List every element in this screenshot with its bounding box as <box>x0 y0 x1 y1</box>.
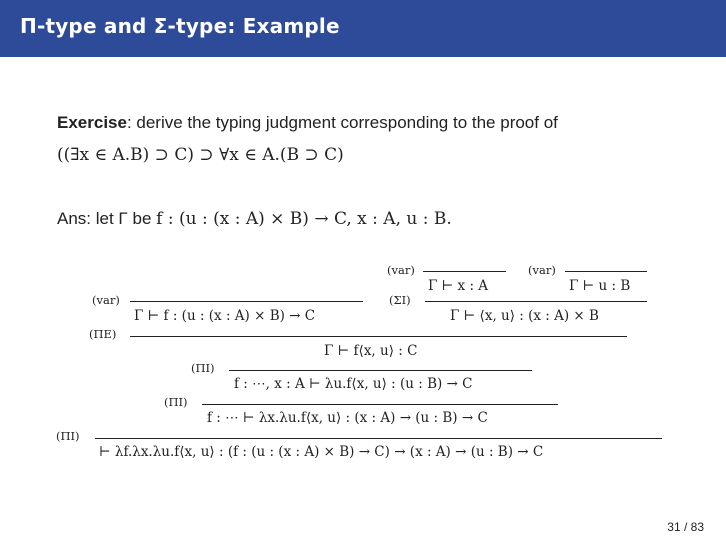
exercise-label: Exercise <box>57 113 127 132</box>
answer-context: f : (u : (x : A) × B) → C, x : A, u : B. <box>156 209 452 229</box>
rule-sigma-intro: (ΣI) <box>389 293 411 307</box>
judgment-gamma-u: Γ ⊢ u : B <box>569 278 631 294</box>
rule-pi-elim: (ΠE) <box>89 327 117 341</box>
rule-line-var-f <box>130 301 363 302</box>
page-number: 31 / 83 <box>667 520 704 534</box>
judgment-pair: Γ ⊢ ⟨x, u⟩ : (x : A) × B <box>450 308 599 324</box>
answer-prefix: Ans: let Γ be <box>57 209 157 228</box>
rule-line-pi-elim <box>130 336 627 337</box>
slide-title: Π-type and Σ-type: Example <box>20 14 340 38</box>
rule-line-pi-intro-u <box>229 370 532 371</box>
rule-var-f: (var) <box>92 293 120 307</box>
judgment-gamma-f: Γ ⊢ f : (u : (x : A) × B) → C <box>134 308 316 324</box>
title-bar <box>0 0 726 57</box>
rule-line-pi-intro-f <box>95 438 662 439</box>
rule-line-pi-intro-x <box>202 404 558 405</box>
judgment-gamma-x: Γ ⊢ x : A <box>428 278 489 294</box>
exercise-formula: ((∃x ∈ A.B) ⊃ C) ⊃ ∀x ∈ A.(B ⊃ C) <box>57 145 344 165</box>
exercise-text: : derive the typing judgment corresponding to the proof of <box>126 113 558 132</box>
exercise-line <box>57 113 558 133</box>
rule-var-x: (var) <box>387 263 415 277</box>
rule-pi-intro-f: (ΠI) <box>56 429 80 443</box>
rule-pi-intro-u: (ΠI) <box>191 361 215 375</box>
rule-var-u: (var) <box>528 263 556 277</box>
rule-line-sigma-intro <box>425 301 647 302</box>
judgment-final: ⊢ λf.λx.λu.f⟨x, u⟩ : (f : (u : (x : A) × B) → C) → (x : A) → (u : B) → C <box>99 444 544 460</box>
judgment-lambda-u: f : ⋯, x : A ⊢ λu.f⟨x, u⟩ : (u : B) → C <box>234 376 473 392</box>
answer-line <box>57 209 452 229</box>
rule-line-var-x <box>423 271 506 272</box>
judgment-lambda-x: f : ⋯ ⊢ λx.λu.f⟨x, u⟩ : (x : A) → (u : B) → C <box>207 410 488 426</box>
judgment-application: Γ ⊢ f⟨x, u⟩ : C <box>324 343 418 359</box>
rule-pi-intro-x: (ΠI) <box>164 395 188 409</box>
rule-line-var-u <box>565 271 647 272</box>
